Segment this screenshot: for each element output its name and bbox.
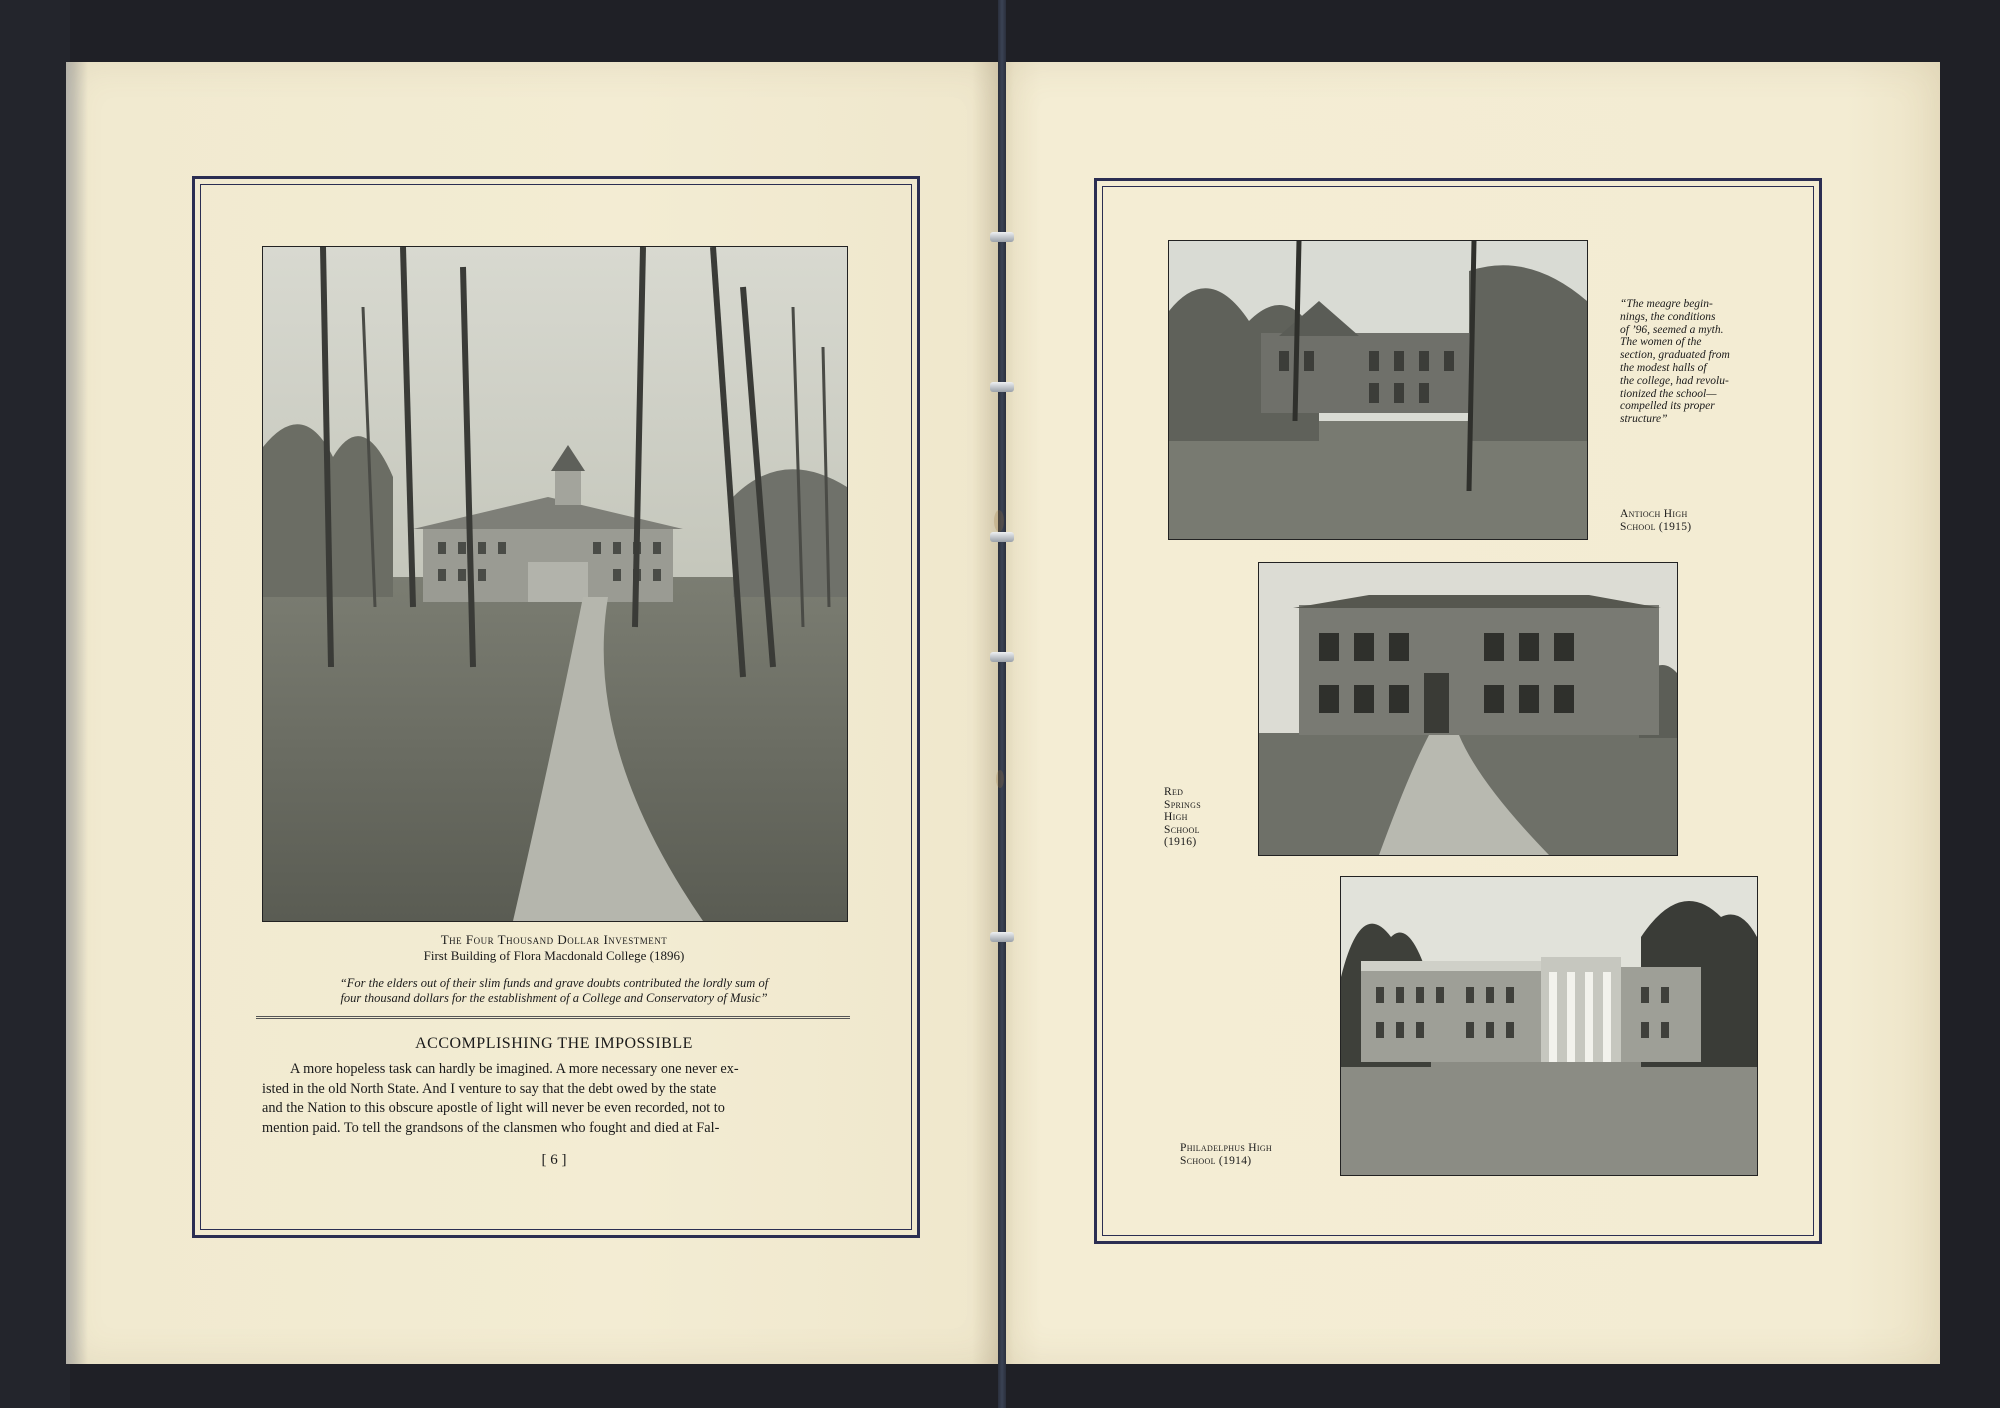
photo-caption-subtitle: First Building of Flora Macdonald College (1896) xyxy=(423,948,685,963)
body-paragraph xyxy=(262,1060,850,1138)
photo-quote-line-2: four thousand dollars for the establishment of a College and Conservatory of Music” xyxy=(340,991,768,1005)
first-building-photo xyxy=(262,246,848,922)
red-springs-label-line: High xyxy=(1164,811,1188,823)
side-quote-line: The women of the xyxy=(1620,336,1702,349)
red-springs-high-school-photo xyxy=(1258,562,1678,856)
antioch-label-line: Antioch High xyxy=(1620,508,1688,520)
red-springs-label xyxy=(1164,786,1244,849)
side-quote-line: “The meagre begin- xyxy=(1620,298,1713,310)
staple xyxy=(990,652,1014,662)
body-line: and the Nation to this obscure apostle of light will never be even recorded, not to xyxy=(262,1100,725,1116)
side-quote-line: of ’96, seemed a myth. xyxy=(1620,323,1724,336)
philadelphus-high-school-photo xyxy=(1340,876,1758,1176)
antioch-label xyxy=(1620,508,1780,533)
staple xyxy=(990,382,1014,392)
staple xyxy=(990,932,1014,942)
side-quote-line: the college, had revolu- xyxy=(1620,374,1729,387)
stain xyxy=(994,510,1004,532)
red-springs-label-line: Springs xyxy=(1164,798,1201,811)
side-quote-line: compelled its proper xyxy=(1620,400,1715,413)
antioch-label-line: School (1915) xyxy=(1620,520,1692,533)
side-quote-line: structure” xyxy=(1620,413,1668,426)
side-quote-line: nings, the conditions xyxy=(1620,310,1716,323)
staple xyxy=(990,232,1014,242)
philadelphus-label xyxy=(1180,1142,1340,1167)
body-line: mention paid. To tell the grandsons of the clansmen who fought and died at Fal- xyxy=(262,1119,720,1136)
section-divider xyxy=(256,1016,850,1019)
photo-caption-title: The Four Thousand Dollar Investment xyxy=(440,932,668,947)
side-quote xyxy=(1620,298,1780,426)
red-springs-label-line: (1916) xyxy=(1164,836,1197,848)
side-quote-line: section, graduated from xyxy=(1620,349,1730,362)
red-springs-label-line: School xyxy=(1164,823,1200,836)
philadelphus-label-line: Philadelphus High xyxy=(1180,1142,1273,1154)
page-number: [ 6 ] xyxy=(541,1152,567,1168)
philadelphus-label-line: School (1914) xyxy=(1180,1154,1252,1167)
side-quote-line: tionized the school— xyxy=(1620,387,1717,400)
antioch-high-school-photo xyxy=(1168,240,1588,540)
photo-quote-line-1: “For the elders out of their slim funds and grave doubts contributed the lordly sum of xyxy=(339,976,769,990)
red-springs-label-line: Red xyxy=(1164,786,1184,798)
body-line: isted in the old North State. And I venture to say that the debt owed by the state xyxy=(262,1080,717,1097)
binding-gutter xyxy=(998,0,1006,1408)
body-line: A more hopeless task can hardly be imagined. A more necessary one never ex- xyxy=(290,1061,739,1077)
scan-background xyxy=(0,0,70,1408)
stain xyxy=(996,770,1004,788)
side-quote-line: the modest halls of xyxy=(1620,361,1707,374)
section-heading: ACCOMPLISHING THE IMPOSSIBLE xyxy=(415,1035,693,1052)
staple xyxy=(990,532,1014,542)
